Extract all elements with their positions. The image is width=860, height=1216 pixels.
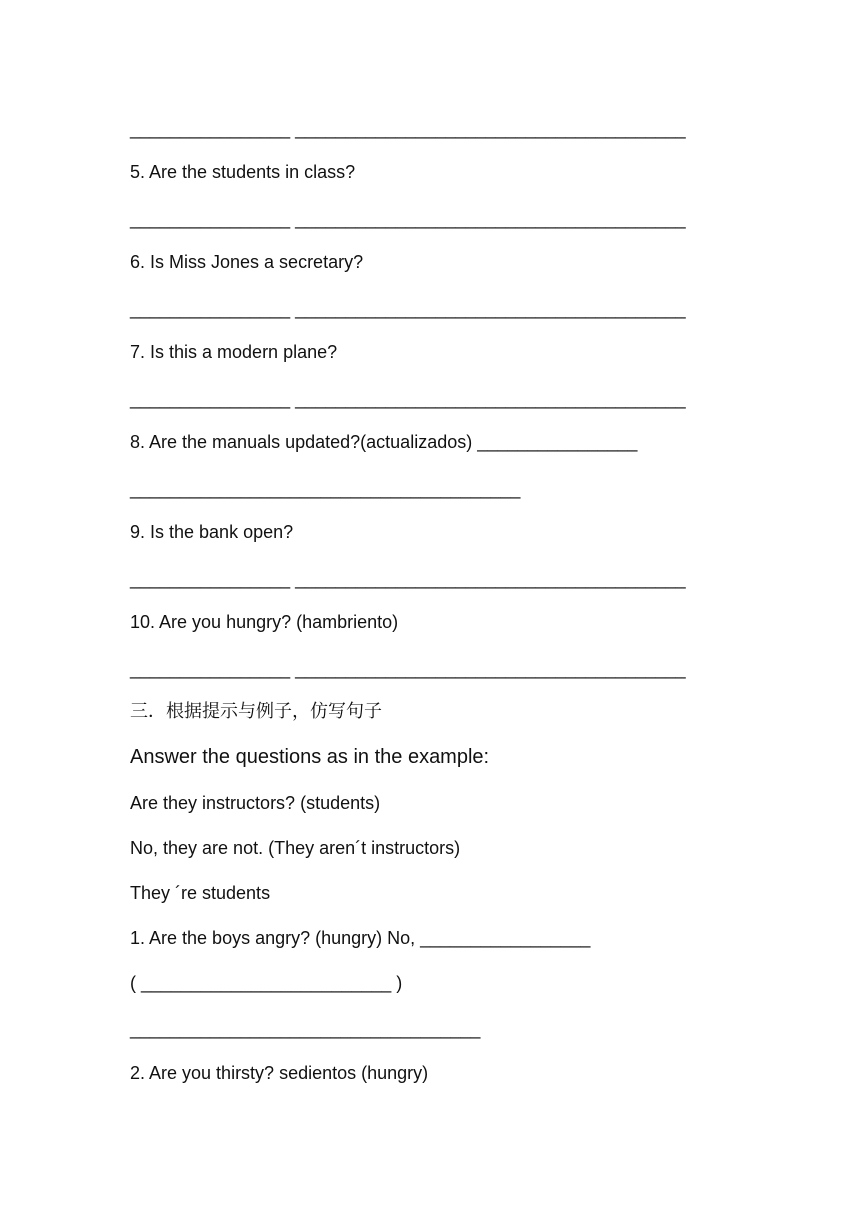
question-6: 6. Is Miss Jones a secretary? [130, 252, 364, 272]
answer-line: ________________ _______________________________________ [130, 659, 686, 679]
answer-line: ___________________________________ [130, 1019, 481, 1039]
question-5: 5. Are the students in class? [130, 162, 356, 182]
section-heading: 三．根据提示与例子，仿写句子 [130, 701, 382, 722]
instructions: Answer the questions as in the example: [130, 746, 490, 768]
question-9: 9. Is the bank open? [130, 522, 294, 542]
answer-line: ( _________________________ ) [130, 973, 403, 993]
exercise-2: 2. Are you thirsty? sedientos (hungry) [130, 1063, 429, 1083]
question-8: 8. Are the manuals updated?(actualizados) ________________ [130, 432, 638, 452]
example-answer: No, they are not. (They aren´t instructors) [130, 838, 461, 858]
answer-line: ________________ _______________________________________ [130, 389, 686, 409]
question-7: 7. Is this a modern plane? [130, 342, 338, 362]
answer-line: ________________ _______________________________________ [130, 119, 686, 139]
exercise-1: 1. Are the boys angry? (hungry) No, _________________ [130, 928, 591, 948]
example-correction: They ´re students [130, 883, 271, 903]
answer-line: ________________ _______________________________________ [130, 569, 686, 589]
answer-line: ________________ _______________________________________ [130, 209, 686, 229]
question-10: 10. Are you hungry? (hambriento) [130, 612, 399, 632]
example-question: Are they instructors? (students) [130, 793, 381, 813]
answer-line: _______________________________________ [130, 479, 521, 499]
answer-line: ________________ _______________________________________ [130, 299, 686, 319]
